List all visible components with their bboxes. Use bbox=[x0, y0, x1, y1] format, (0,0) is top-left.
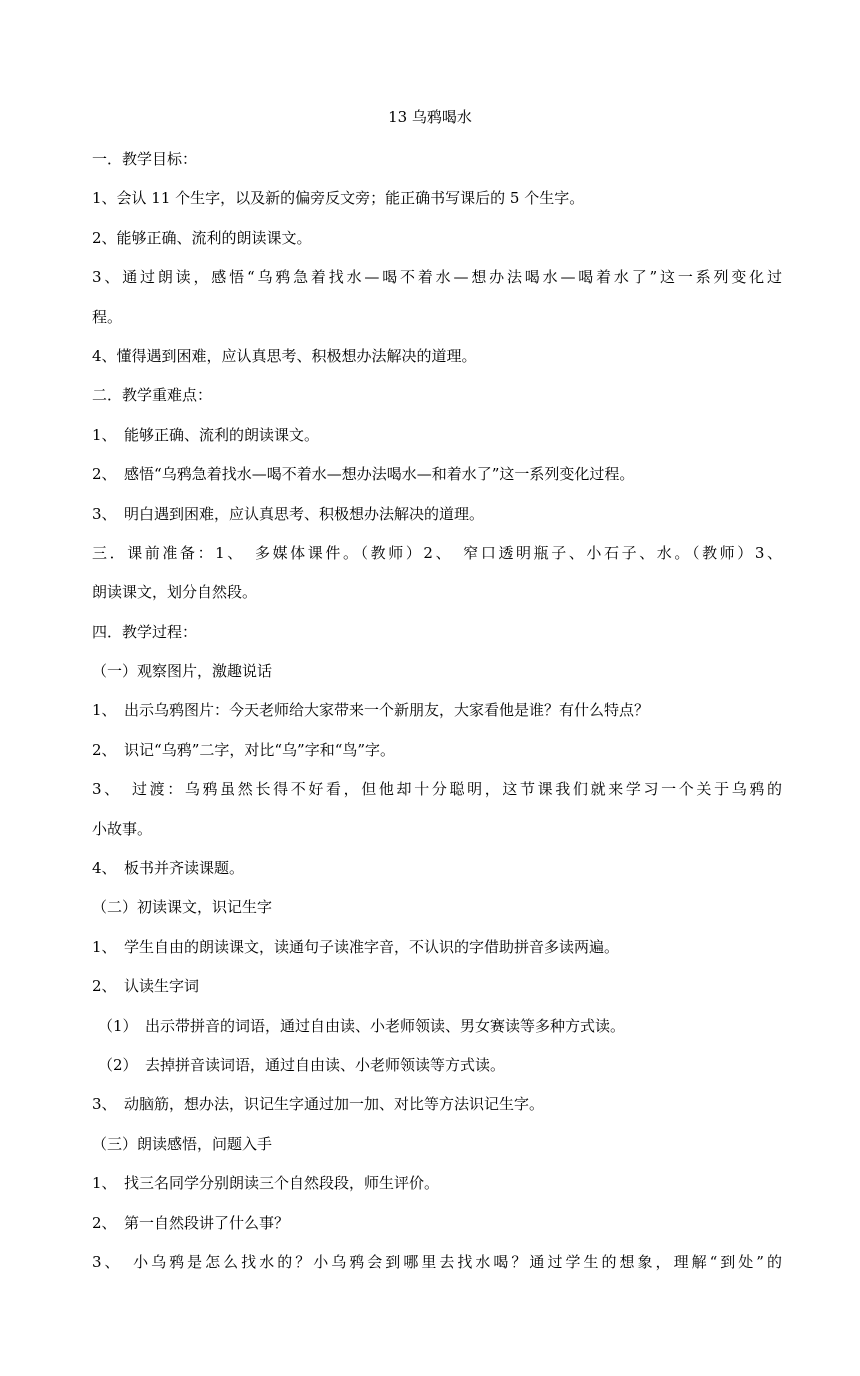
process-step: 1、 找三名同学分别朗读三个自然段段，师生评价。 bbox=[92, 1174, 440, 1193]
preparation-continued: 朗读课文，划分自然段。 bbox=[92, 583, 258, 602]
process-step: 1、 出示乌鸦图片：今天老师给大家带来一个新朋友，大家看他是谁？有什么特点？ bbox=[92, 701, 650, 720]
process-step-continued: 小故事。 bbox=[92, 819, 153, 838]
process-step: 2、 认读生字词 bbox=[92, 977, 200, 996]
key-point-item: 1、 能够正确、流利的朗读课文。 bbox=[92, 425, 320, 444]
process-step: 2、 第一自然段讲了什么事？ bbox=[92, 1213, 290, 1232]
process-step: 3、 动脑筋，想办法，识记生字通过加一加、对比等方法识记生字。 bbox=[92, 1095, 545, 1114]
objective-item: 3、通过朗读，感悟“乌鸦急着找水—喝不着水—想办法喝水—喝着水了”这一系列变化过 bbox=[92, 268, 782, 287]
subsection-heading: （一）观察图片，激趣说话 bbox=[92, 662, 273, 681]
process-step: 3、 过渡：乌鸦虽然长得不好看，但他却十分聪明，这节课我们就来学习一个关于乌鸦的 bbox=[92, 780, 782, 799]
subsection-heading: （二）初读课文，识记生字 bbox=[92, 898, 273, 917]
process-substep: （2） 去掉拼音读词语，通过自由读、小老师领读等方式读。 bbox=[98, 1055, 506, 1074]
objective-item: 2、能够正确、流利的朗读课文。 bbox=[92, 228, 312, 247]
document-body bbox=[92, 148, 782, 1290]
process-step: 2、 识记“乌鸦”二字，对比“乌”字和“鸟”字。 bbox=[92, 740, 396, 759]
objective-item: 4、懂得遇到困难，应认真思考、积极想办法解决的道理。 bbox=[92, 346, 477, 365]
process-substep: （1） 出示带拼音的词语，通过自由读、小老师领读、男女赛读等多种方式读。 bbox=[98, 1016, 626, 1035]
document-title: 13 乌鸦喝水 bbox=[388, 108, 472, 126]
key-point-item: 2、 感悟“乌鸦急着找水—喝不着水—想办法喝水—和着水了”这一系列变化过程。 bbox=[92, 465, 635, 484]
process-step: 1、 学生自由的朗读课文，读通句子读准字音，不认识的字借助拼音多读两遍。 bbox=[92, 937, 620, 956]
objective-item: 1、会认 11 个生字，以及新的偏旁反文旁；能正确书写课后的 5 个生字。 bbox=[92, 189, 585, 208]
process-step: 4、 板书并齐读课题。 bbox=[92, 859, 245, 878]
section-heading-objectives: 一．教学目标： bbox=[92, 150, 198, 168]
process-step: 3、 小乌鸦是怎么找水的？小乌鸦会到哪里去找水喝？通过学生的想象，理解“到处”的 bbox=[92, 1252, 782, 1271]
objective-item-continued: 程。 bbox=[92, 307, 123, 326]
section-heading-key-points: 二．教学重难点： bbox=[92, 386, 213, 405]
section-heading-preparation: 三．课前准备：1、 多媒体课件。（教师）2、 窄口透明瓶子、小石子、水。（教师）3、 bbox=[92, 543, 782, 562]
key-point-item: 3、 明白遇到困难，应认真思考、积极想办法解决的道理。 bbox=[92, 504, 485, 523]
subsection-heading: （三）朗读感悟，问题入手 bbox=[92, 1134, 273, 1153]
section-heading-process: 四．教学过程： bbox=[92, 622, 198, 641]
